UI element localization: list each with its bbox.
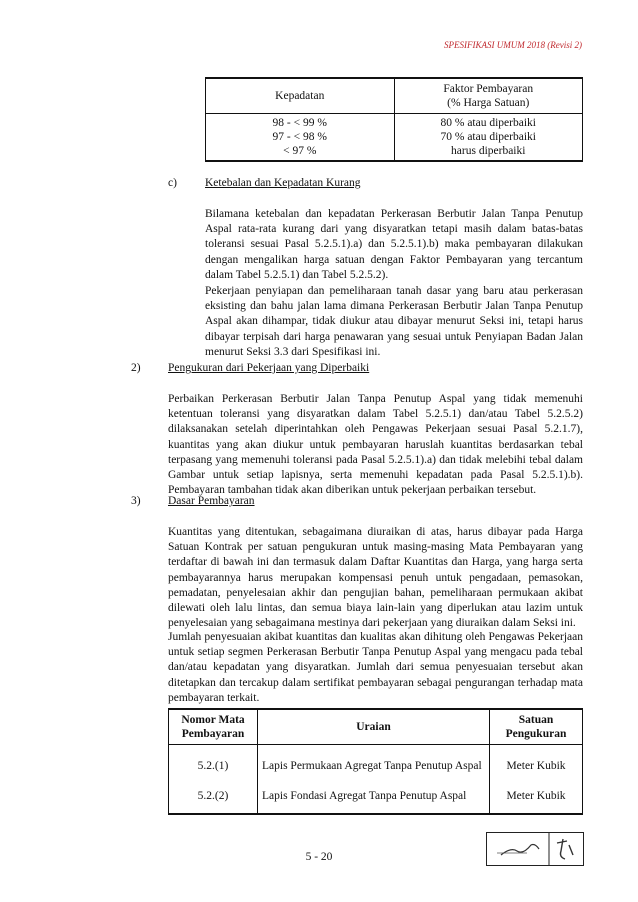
pay-item-table — [168, 708, 583, 815]
pay-item-description: Lapis Permukaan Agregat Tanpa Penutup Aspal — [258, 745, 490, 786]
kepadatan-value: 98 - < 99 % — [272, 117, 327, 129]
header-satuan-line2: Pengukuran — [505, 728, 567, 740]
section-2-para: Perbaikan Perkerasan Berbutir Jalan Tanpa Penutup Aspal yang tidak memenuhi ketentuan toleransi yang disyaratkan dalam Tabel 5.2.5.1) dan/atau Tabel 5.2.5.2) dilaksanakan setelah diperintahkan oleh Pengawas Pekerjaan sesuai Pasal 5.2.1.7), kuantitas yang akan diukur untuk pembayaran haruslah kuantitas berdasarkan tebal terpasang yang memenuhi toleransi pada Pasal 5.2.5.1).a) dan tidak melebihi tebal dalam Gambar untuk setiap lapisnya, serta memenuhi kepadatan pada Pasal 5.2.5.1).b). Pembayaran tambahan tidak akan diberikan untuk pekerjaan perbaikan tersebut. — [168, 393, 583, 497]
header-faktor-line2: (% Harga Satuan) — [447, 97, 530, 109]
pay-item-number: 5.2.(1) — [169, 745, 258, 786]
section-3-label: 3) — [131, 495, 141, 507]
faktor-value: harus diperbaiki — [451, 145, 526, 157]
pay-item-unit: Meter Kubik — [490, 745, 583, 786]
header-satuan — [490, 709, 583, 745]
kepadatan-values — [206, 114, 395, 162]
payment-factor-table — [205, 77, 583, 162]
running-header: SPESIFIKASI UMUM 2018 (Revisi 2) — [444, 40, 582, 50]
faktor-values — [394, 114, 583, 162]
paraf-signature-icon — [487, 833, 583, 865]
header-nomor-line1: Nomor Mata — [181, 714, 245, 726]
section-2-title: Pengukuran dari Pekerjaan yang Diperbaiki — [168, 362, 370, 374]
faktor-value: 80 % atau diperbaiki — [440, 117, 536, 129]
table-row — [169, 785, 583, 814]
table-header-row — [169, 709, 583, 745]
header-faktor-line1: Faktor Pembayaran — [443, 83, 534, 95]
section-c-title: Ketebalan dan Kepadatan Kurang — [205, 177, 361, 189]
pay-item-description: Lapis Fondasi Agregat Tanpa Penutup Aspal — [258, 785, 490, 814]
section-2-label: 2) — [131, 362, 141, 374]
section-3-para2: Jumlah penyesuaian akibat kuantitas dan kualitas akan dihitung oleh Pengawas Pekerjaan untuk setiap segmen Perkerasan Berbutir Tanpa Penutup Aspal yang mengacu pada tebal dan/atau kepadatan yang disyaratkan. Jumlah dari semua penyesuaian tersebut akan ditetapkan dan tercakup dalam sertifikat pembayaran sebagai pengurangan terhadap mata pembayaran terkait. — [168, 631, 583, 704]
signature-box — [486, 832, 584, 866]
header-nomor-line2: Pembayaran — [181, 728, 245, 740]
header-faktor — [394, 78, 583, 114]
kepadatan-value: < 97 % — [283, 145, 317, 157]
pay-item-number: 5.2.(2) — [169, 785, 258, 814]
faktor-value: 70 % atau diperbaiki — [440, 131, 536, 143]
section-3-title: Dasar Pembayaran — [168, 495, 255, 507]
section-c-para2: Pekerjaan penyiapan dan pemeliharaan tanah dasar yang baru atau perkerasan eksisting dan bahu jalan lama dimana Perkerasan Berbutir Jalan Tanpa Penutup Aspal akan dihampar, tidak diukur atau dibayar menurut Seksi ini, tetapi harus dibayar terpisah dari harga penawaran yang sesuai untuk Penyiapan Badan Jalan menurut Seksi 3.3 dari Spesifikasi ini. — [205, 285, 583, 358]
kepadatan-value: 97 - < 98 % — [272, 131, 327, 143]
table-row — [169, 745, 583, 786]
table-header-row — [206, 78, 583, 114]
section-c-para1: Bilamana ketebalan dan kepadatan Perkerasan Berbutir Jalan Tanpa Penutup Aspal rata-rata kurang dari yang disyaratkan tetapi masih dalam batas-batas toleransi sesuai Pasal 5.2.5.1).a) dan 5.2.5.1).b) maka pembayaran dilakukan dengan mengalikan harga satuan dengan Faktor Pembayaran yang tercantum dalam Tabel 5.2.5.1) dan Tabel 5.2.5.2). — [205, 208, 583, 281]
header-kepadatan: Kepadatan — [206, 78, 395, 114]
section-c-label: c) — [168, 177, 177, 189]
section-3-para1: Kuantitas yang ditentukan, sebagaimana diuraikan di atas, harus dibayar pada Harga Satuan Kontrak per satuan pengukuran untuk masing-masing Mata Pembayaran yang terdaftar di bawah ini dan termasuk dalam Daftar Kuantitas dan Harga, yang harga serta pembayarannya harus merupakan kompensasi penuh untuk pengadaan, pemasokan, pemadatan, penyelesaian akhir dan pengujian bahan, pemeliharaan permukaan akibat dilewati oleh lalu lintas, dan semua biaya lain-lain yang diperlukan atau lazim untuk penyelesaian yang sebagaimana mestinya dari pekerjaan yang diuraikan dalam Seksi ini. — [168, 526, 583, 630]
table-row — [206, 114, 583, 162]
header-satuan-line1: Satuan — [518, 714, 554, 726]
pay-item-unit: Meter Kubik — [490, 785, 583, 814]
header-uraian: Uraian — [258, 709, 490, 745]
page-number: 5 - 20 — [305, 851, 333, 863]
header-nomor — [169, 709, 258, 745]
